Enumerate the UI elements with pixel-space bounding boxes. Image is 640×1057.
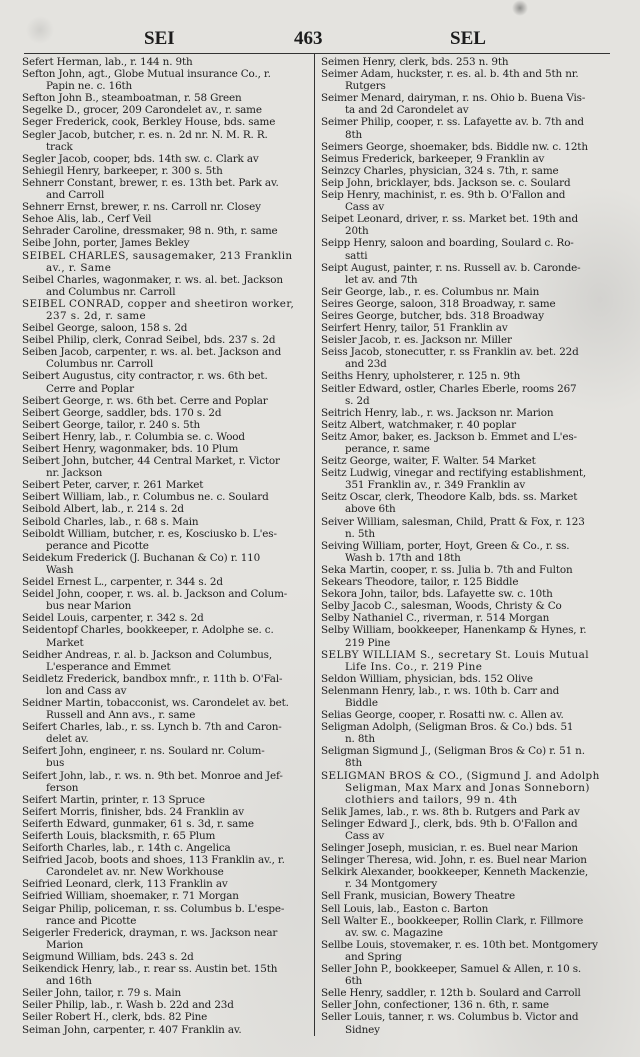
entry-continuation-line: Market xyxy=(46,636,84,649)
directory-entry xyxy=(22,443,312,455)
entry-line: Seidentopf Charles, bookkeeper, r. Adolphe se. c. xyxy=(22,624,274,637)
directory-entry xyxy=(22,890,312,902)
entry-line: Seipt August, painter, r. ns. Russell av. b. Caronde- xyxy=(321,261,581,274)
entry-line: Seifert John, engineer, r. ns. Soulard nr. Colum- xyxy=(22,745,265,758)
directory-entry xyxy=(321,854,611,866)
entry-line: Seiman John, carpenter, r. 407 Franklin av. xyxy=(22,1023,242,1036)
entry-line: Selby Jacob C., salesman, Woods, Christy & Co xyxy=(321,600,562,613)
entry-line: Sehiegil Henry, barkeeper, r. 300 s. 5th xyxy=(22,164,223,177)
directory-entry xyxy=(22,673,312,697)
entry-line: Seidekum Frederick (J. Buchanan & Co) r. 110 xyxy=(22,551,261,564)
entry-continuation-line: track xyxy=(46,140,73,153)
entry-line: Seiben Jacob, carpenter, r. ws. al. bet. Jackson and xyxy=(22,346,282,359)
directory-entry xyxy=(22,346,312,370)
entry-line: Seikendick Henry, lab., r. rear ss. Austin bet. 15th xyxy=(22,963,278,976)
entry-continuation-line: lon and Cass av xyxy=(46,684,127,697)
entry-line: Segler Jacob, cooper, bds. 14th sw. c. Clark av xyxy=(22,152,259,165)
entry-line: Selby Nathaniel C., riverman, r. 514 Morgan xyxy=(321,612,550,625)
directory-entry xyxy=(321,455,611,467)
entry-continuation-line: above 6th xyxy=(345,503,396,516)
entry-line: Sehnerr Ernst, brewer, r. ns. Carroll nr. Closey xyxy=(22,201,261,214)
entry-continuation-line: Russell and Ann avs., r. same xyxy=(46,709,196,722)
directory-entry xyxy=(321,153,611,165)
directory-entry xyxy=(321,649,611,673)
entry-continuation-line: 219 Pine xyxy=(345,636,391,649)
entry-line: Seller John P., bookkeeper, Samuel & Allen, r. 10 s. xyxy=(321,963,582,976)
entry-continuation-line: rance and Picotte xyxy=(46,914,137,927)
entry-line: Seimus Frederick, barkeeper, 9 Franklin av xyxy=(321,152,545,165)
entry-line: Seibel George, saloon, 158 s. 2d xyxy=(22,322,188,335)
entry-continuation-line: 6th xyxy=(345,975,363,988)
directory-entry xyxy=(22,576,312,588)
entry-line: Seimen Henry, clerk, bds. 253 n. 9th xyxy=(321,56,509,68)
directory-entry xyxy=(321,116,611,140)
entry-line: Selkirk Alexander, bookkeeper, Kenneth Mackenzie, xyxy=(321,866,589,879)
entry-continuation-line: let av. and 7th xyxy=(345,273,418,286)
entry-line: Seibert Peter, carver, r. 261 Market xyxy=(22,479,204,492)
directory-entry xyxy=(321,298,611,310)
directory-entry xyxy=(22,806,312,818)
entry-line: Seidner Martin, tobacconist, ws. Carondelet av. bet. xyxy=(22,696,289,709)
directory-entry xyxy=(22,153,312,165)
entry-line: Seligman Adolph, (Seligman Bros. & Co.) bds. 51 xyxy=(321,721,574,734)
directory-entry xyxy=(22,225,312,237)
entry-line: Sehnerr Constant, brewer, r. es. 13th bet. Park av. xyxy=(22,176,279,189)
directory-entry xyxy=(22,250,312,274)
entry-line: Seiving William, porter, Hoyt, Green & Co., r. ss. xyxy=(321,539,570,552)
directory-entry xyxy=(321,709,611,721)
entry-continuation-line: 237 s. 2d, r. same xyxy=(46,309,147,322)
entry-line: Selby William, bookkeeper, Hanenkamp & Hynes, r. xyxy=(321,624,587,637)
entry-continuation-line: 8th xyxy=(345,757,363,770)
directory-entry xyxy=(22,552,312,576)
directory-entry xyxy=(321,588,611,600)
entry-continuation-line: r. 34 Montgomery xyxy=(345,878,438,891)
directory-entry xyxy=(22,878,312,890)
entry-line: Sellbe Louis, stovemaker, r. es. 10th bet. Montgomery xyxy=(321,938,598,951)
entry-line: Seibold Albert, lab., r. 214 s. 2d xyxy=(22,503,184,516)
directory-entry xyxy=(22,56,312,68)
directory-column-left xyxy=(22,56,312,1036)
entry-continuation-line: s. 2d xyxy=(345,394,370,407)
header-rule xyxy=(24,53,610,54)
entry-line: Seiboldt William, butcher, r. es, Kosciusko b. L'es- xyxy=(22,527,277,540)
directory-entry xyxy=(321,818,611,842)
directory-column-right xyxy=(321,56,611,1036)
directory-entry xyxy=(321,806,611,818)
directory-entry xyxy=(22,854,312,878)
entry-line: Seifried William, shoemaker, r. 71 Morgan xyxy=(22,890,239,903)
directory-entry xyxy=(321,685,611,709)
entry-line: Sehrader Caroline, dressmaker, 98 n. 9th, r. same xyxy=(22,225,278,238)
directory-entry xyxy=(321,999,611,1011)
entry-line: Selinger Edward J., clerk, bds. 9th b. O'Fallon and xyxy=(321,817,578,830)
entry-continuation-line: n. 5th xyxy=(345,527,375,540)
directory-entry xyxy=(22,334,312,346)
left-guide-word: SEI xyxy=(144,28,175,49)
entry-line: Seibold Charles, lab., r. 68 s. Main xyxy=(22,515,199,528)
directory-entry xyxy=(22,503,312,515)
entry-continuation-line: and 16th xyxy=(46,975,92,988)
entry-line: Seifert Morris, finisher, bds. 24 Franklin av xyxy=(22,805,244,818)
directory-entry xyxy=(22,794,312,806)
directory-entry xyxy=(22,104,312,116)
directory-entry xyxy=(321,987,611,999)
entry-line: Seibert Henry, lab., r. Columbia se. c. Wood xyxy=(22,430,245,443)
entry-line: Seitz Ludwig, vinegar and rectifying establishment, xyxy=(321,467,587,480)
column-divider xyxy=(314,54,315,1036)
entry-line: Segelke D., grocer, 209 Carondelet av., r. same xyxy=(22,104,262,117)
directory-entry xyxy=(22,818,312,830)
entry-line: SEIBEL CONRAD, copper and sheetiron worker, xyxy=(22,297,295,310)
entry-line: Seinzcy Charles, physician, 324 s. 7th, r. same xyxy=(321,164,559,177)
entry-line: Seiforth Charles, lab., r. 14th c. Angelica xyxy=(22,842,231,855)
entry-line: Seiler John, tailor, r. 79 s. Main xyxy=(22,987,182,1000)
entry-line: Selinger Theresa, wid. John, r. es. Buel near Marion xyxy=(321,854,587,867)
directory-entry xyxy=(321,177,611,189)
entry-line: Seibert William, lab., r. Columbus ne. c. Soulard xyxy=(22,491,269,504)
entry-line: Seiler Philip, lab., r. Wash b. 22d and 23d xyxy=(22,999,234,1012)
entry-continuation-line: 8th xyxy=(345,128,363,141)
entry-continuation-line: Life Ins. Co., r. 219 Pine xyxy=(345,660,483,673)
directory-entry xyxy=(22,92,312,104)
directory-entry xyxy=(321,673,611,685)
entry-line: Seiver William, salesman, Child, Pratt & Fox, r. 123 xyxy=(321,515,585,528)
directory-entry xyxy=(321,92,611,116)
entry-line: Segler Jacob, butcher, r. es. n. 2d nr. N. M. R. R. xyxy=(22,128,268,141)
directory-entry xyxy=(22,588,312,612)
entry-line: Selenmann Henry, lab., r. ws. 10th b. Carr and xyxy=(321,684,560,697)
entry-continuation-line: ta and 2d Carondelet av xyxy=(345,104,469,117)
entry-continuation-line: bus near Marion xyxy=(46,600,132,613)
entry-continuation-line: L'esperance and Emmet xyxy=(46,660,171,673)
entry-line: Seipp Henry, saloon and boarding, Soulard c. Ro- xyxy=(321,237,574,250)
directory-entry xyxy=(321,286,611,298)
directory-entry xyxy=(321,334,611,346)
directory-entry xyxy=(22,129,312,153)
directory-entry xyxy=(321,56,611,68)
entry-line: Seibert George, tailor, r. 240 s. 5th xyxy=(22,418,201,431)
directory-entry xyxy=(321,866,611,890)
directory-entry xyxy=(321,467,611,491)
entry-line: Seirfert Henry, tailor, 51 Franklin av xyxy=(321,322,508,335)
entry-line: Selik James, lab., r. ws. 8th b. Rutgers and Park av xyxy=(321,805,580,818)
entry-continuation-line: n. 8th xyxy=(345,733,375,746)
entry-line: Seimer Menard, dairyman, r. ns. Ohio b. Buena Vis- xyxy=(321,92,586,105)
directory-entry xyxy=(22,237,312,249)
directory-entry xyxy=(22,274,312,298)
entry-line: Seigerler Frederick, drayman, r. ws. Jackson near xyxy=(22,926,278,939)
directory-entry xyxy=(321,346,611,370)
entry-line: Selle Henry, saddler, r. 12th b. Soulard and Carroll xyxy=(321,987,581,1000)
entry-continuation-line: Marion xyxy=(46,938,84,951)
directory-entry xyxy=(22,201,312,213)
entry-line: Seger Frederick, cook, Berkley House, bds. same xyxy=(22,116,276,129)
entry-line: Seimers George, shoemaker, bds. Biddle nw. c. 12th xyxy=(321,140,588,153)
entry-line: Seitler Edward, ostler, Charles Eberle, rooms 267 xyxy=(321,382,577,395)
entry-line: Selinger Joseph, musician, r. es. Buel near Marion xyxy=(321,842,578,855)
entry-line: Sekora John, tailor, bds. Lafayette sw. c. 10th xyxy=(321,588,553,601)
page-number: 463 xyxy=(294,28,323,49)
entry-line: Seibert George, r. ws. 6th bet. Cerre and Poplar xyxy=(22,394,268,407)
directory-entry xyxy=(22,116,312,128)
entry-continuation-line: and 23d xyxy=(345,358,387,371)
directory-entry xyxy=(22,963,312,987)
entry-line: Seifried Leonard, clerk, 113 Franklin av xyxy=(22,878,228,891)
entry-continuation-line: nr. Jackson xyxy=(46,467,103,480)
directory-entry xyxy=(321,721,611,745)
directory-entry xyxy=(321,213,611,237)
directory-entry xyxy=(22,322,312,334)
directory-entry xyxy=(22,721,312,745)
page-header xyxy=(24,28,609,52)
directory-entry xyxy=(22,528,312,552)
directory-entry xyxy=(22,68,312,92)
entry-line: Seifert Martin, printer, r. 13 Spruce xyxy=(22,793,205,806)
entry-continuation-line: and Spring xyxy=(345,950,402,963)
entry-continuation-line: av., r. Same xyxy=(46,261,112,274)
entry-continuation-line: and Columbus nr. Carroll xyxy=(46,285,176,298)
directory-entry xyxy=(22,770,312,794)
entry-line: Seipet Leonard, driver, r. ss. Market bet. 19th and xyxy=(321,213,578,226)
directory-entry xyxy=(321,745,611,769)
entry-line: Seldon William, physician, bds. 152 Olive xyxy=(321,672,533,685)
directory-entry xyxy=(22,842,312,854)
directory-entry xyxy=(22,927,312,951)
entry-line: Sefton John B., steamboatman, r. 58 Green xyxy=(22,92,242,105)
directory-entry xyxy=(22,419,312,431)
entry-continuation-line: Seligman, Max Marx and Jonas Sonneborn) xyxy=(345,781,590,794)
directory-entry xyxy=(22,165,312,177)
directory-entry xyxy=(321,963,611,987)
directory-entry xyxy=(321,68,611,92)
directory-entry xyxy=(22,298,312,322)
entry-continuation-line: perance, r. same xyxy=(345,443,430,455)
entry-line: Seifert John, lab., r. ws. n. 9th bet. Monroe and Jef- xyxy=(22,769,283,782)
entry-continuation-line: delet av. xyxy=(46,733,89,746)
directory-entry xyxy=(321,939,611,963)
entry-line: Sehoe Alis, lab., Cerf Veil xyxy=(22,213,152,226)
entry-line: Seip Henry, machinist, r. es. 9th b. O'Fallon and xyxy=(321,189,566,202)
entry-line: Seibel Charles, wagonmaker, r. ws. al. bet. Jackson xyxy=(22,273,283,286)
directory-entry xyxy=(22,370,312,394)
directory-entry xyxy=(22,649,312,673)
entry-line: Seidel Louis, carpenter, r. 342 s. 2d xyxy=(22,612,204,625)
entry-line: Seligman Sigmund J., (Seligman Bros & Co) r. 51 n. xyxy=(321,745,585,758)
directory-entry xyxy=(321,165,611,177)
directory-entry xyxy=(22,213,312,225)
entry-line: Seiths Henry, upholsterer, r. 125 n. 9th xyxy=(321,370,521,383)
entry-continuation-line: Cerre and Poplar xyxy=(46,382,134,395)
directory-entry xyxy=(22,516,312,528)
directory-entry xyxy=(321,516,611,540)
entry-line: Seibert Augustus, city contractor, r. ws. 6th bet. xyxy=(22,370,268,383)
directory-entry xyxy=(22,697,312,721)
directory-entry xyxy=(321,770,611,806)
entry-continuation-line: satti xyxy=(345,249,368,262)
directory-entry xyxy=(321,419,611,431)
directory-entry xyxy=(22,624,312,648)
entry-line: SELBY WILLIAM S., secretary St. Louis Mutual xyxy=(321,648,589,661)
entry-continuation-line: Sidney xyxy=(345,1023,380,1036)
entry-line: Seigar Philip, policeman, r. ss. Columbus b. L'espe- xyxy=(22,902,285,915)
entry-line: Seiferth Edward, gunmaker, 61 s. 3d, r. same xyxy=(22,817,254,830)
directory-entry xyxy=(321,890,611,902)
directory-entry xyxy=(22,612,312,624)
entry-continuation-line: 20th xyxy=(345,225,369,238)
directory-entry xyxy=(22,999,312,1011)
entry-line: Seifert Charles, lab., r. ss. Lynch b. 7th and Caron- xyxy=(22,721,282,734)
directory-entry xyxy=(22,1011,312,1023)
entry-line: Seller John, confectioner, 136 n. 6th, r. same xyxy=(321,999,549,1012)
entry-line: Seller Louis, tanner, r. ws. Columbus b. Victor and xyxy=(321,1011,579,1024)
directory-entry xyxy=(321,540,611,564)
entry-continuation-line: Carondelet av. nr. New Workhouse xyxy=(46,866,224,879)
entry-line: Seibe John, porter, James Bekley xyxy=(22,237,190,250)
entry-line: Seibert Henry, wagonmaker, bds. 10 Plum xyxy=(22,443,239,455)
entry-line: Seiss Jacob, stonecutter, r. ss Franklin av. bet. 22d xyxy=(321,346,579,359)
entry-line: Seidher Andreas, r. al. b. Jackson and Columbus, xyxy=(22,648,273,661)
entry-line: Sefert Herman, lab., r. 144 n. 9th xyxy=(22,56,193,68)
directory-entry xyxy=(321,262,611,286)
entry-line: Seisler Jacob, r. es. Jackson nr. Miller xyxy=(321,334,512,347)
entry-continuation-line: Papin ne. c. 16th xyxy=(46,80,133,93)
directory-entry xyxy=(22,395,312,407)
directory-entry xyxy=(22,903,312,927)
directory-entry xyxy=(22,987,312,999)
entry-line: Seitz Oscar, clerk, Theodore Kalb, bds. ss. Market xyxy=(321,491,578,504)
entry-continuation-line: Columbus nr. Carroll xyxy=(46,358,154,371)
entry-continuation-line: Cass av xyxy=(345,201,385,214)
entry-line: Seimer Adam, huckster, r. es. al. b. 4th and 5th nr. xyxy=(321,68,579,81)
entry-line: Seibert John, butcher, 44 Central Market, r. Victor xyxy=(22,455,280,468)
directory-entry xyxy=(22,177,312,201)
entry-continuation-line: Rutgers xyxy=(345,80,386,93)
entry-line: Sefton John, agt., Globe Mutual insurance Co., r. xyxy=(22,68,271,81)
entry-continuation-line: Wash b. 17th and 18th xyxy=(345,551,461,564)
entry-line: Sekears Theodore, tailor, r. 125 Biddle xyxy=(321,576,519,589)
directory-entry xyxy=(321,842,611,854)
directory-entry xyxy=(22,491,312,503)
entry-continuation-line: perance and Picotte xyxy=(46,539,149,552)
entry-line: Seimer Philip, cooper, r. ss. Lafayette av. b. 7th and xyxy=(321,116,584,129)
entry-continuation-line: Wash xyxy=(46,563,74,576)
entry-line: Seitz George, waiter, F. Walter. 54 Market xyxy=(321,455,536,468)
directory-entry xyxy=(321,407,611,419)
entry-continuation-line: bus xyxy=(46,757,65,770)
entry-line: Sell Walter E., bookkeeper, Rollin Clark, r. Fillmore xyxy=(321,914,584,927)
entry-line: Sell Frank, musician, Bowery Theatre xyxy=(321,890,515,903)
entry-line: Sell Louis, lab., Easton c. Barton xyxy=(321,902,489,915)
directory-entry xyxy=(321,370,611,382)
directory-entry xyxy=(22,455,312,479)
entry-line: Seidel John, cooper, r. ws. al. b. Jackson and Colum- xyxy=(22,588,288,601)
directory-entry xyxy=(321,612,611,624)
entry-continuation-line: av. sw. c. Magazine xyxy=(345,926,443,939)
entry-line: Seifried Jacob, boots and shoes, 113 Franklin av., r. xyxy=(22,854,285,867)
entry-line: Seires George, butcher, bds. 318 Broadway xyxy=(321,309,544,322)
entry-continuation-line: clothiers and tailors, 99 n. 4th xyxy=(345,793,518,806)
directory-entry xyxy=(321,624,611,648)
entry-continuation-line: Cass av xyxy=(345,830,385,842)
directory-entry xyxy=(22,479,312,491)
directory-entry xyxy=(321,141,611,153)
entry-line: Seires George, saloon, 318 Broadway, r. same xyxy=(321,297,556,310)
entry-continuation-line: Biddle xyxy=(345,696,378,709)
directory-entry xyxy=(22,1024,312,1036)
entry-line: Seiler Robert H., clerk, bds. 82 Pine xyxy=(22,1011,208,1024)
entry-line: Seiferth Louis, blacksmith, r. 65 Plum xyxy=(22,830,216,842)
directory-entry xyxy=(22,830,312,842)
entry-line: Seibel Philip, clerk, Conrad Seibel, bds. 237 s. 2d xyxy=(22,334,276,347)
directory-entry xyxy=(321,1011,611,1035)
directory-entry xyxy=(22,951,312,963)
entry-line: Seitrich Henry, lab., r. ws. Jackson nr. Marion xyxy=(321,406,554,419)
directory-entry xyxy=(321,564,611,576)
entry-line: Seitz Amor, baker, es. Jackson b. Emmet and L'es- xyxy=(321,430,577,443)
directory-entry xyxy=(321,237,611,261)
directory-entry xyxy=(321,915,611,939)
entry-line: Seibert George, saddler, bds. 170 s. 2d xyxy=(22,406,222,419)
directory-entry xyxy=(22,431,312,443)
right-guide-word: SEL xyxy=(450,28,486,49)
entry-line: Seitz Albert, watchmaker, r. 40 poplar xyxy=(321,418,516,431)
entry-line: Seip John, bricklayer, bds. Jackson se. c. Soulard xyxy=(321,176,571,189)
entry-line: Seka Martin, cooper, r. ss. Julia b. 7th and Fulton xyxy=(321,563,573,576)
directory-entry xyxy=(321,310,611,322)
directory-entry xyxy=(321,189,611,213)
directory-entry xyxy=(22,745,312,769)
entry-line: Seidel Ernest L., carpenter, r. 344 s. 2d xyxy=(22,576,223,589)
directory-entry xyxy=(321,491,611,515)
entry-continuation-line: and Carroll xyxy=(46,189,105,202)
directory-entry xyxy=(321,322,611,334)
entry-line: SELIGMAN BROS & CO., (Sigmund J. and Adolph xyxy=(321,769,600,782)
directory-entry xyxy=(22,407,312,419)
entry-continuation-line: 351 Franklin av., r. 349 Franklin av xyxy=(345,479,526,492)
directory-entry xyxy=(321,383,611,407)
entry-line: Seigmund William, bds. 243 s. 2d xyxy=(22,950,194,963)
directory-entry xyxy=(321,600,611,612)
directory-entry xyxy=(321,431,611,455)
directory-entry xyxy=(321,903,611,915)
entry-line: Seir George, lab., r. es. Columbus nr. Main xyxy=(321,285,540,298)
entry-line: Seidletz Frederick, bandbox mnfr., r. 11th b. O'Fal- xyxy=(22,672,283,685)
entry-line: Selias George, cooper, r. Rosatti nw. c. Allen av. xyxy=(321,709,564,722)
directory-entry xyxy=(321,576,611,588)
entry-line: SEIBEL CHARLES, sausagemaker, 213 Franklin xyxy=(22,249,293,262)
entry-continuation-line: ferson xyxy=(46,781,79,794)
